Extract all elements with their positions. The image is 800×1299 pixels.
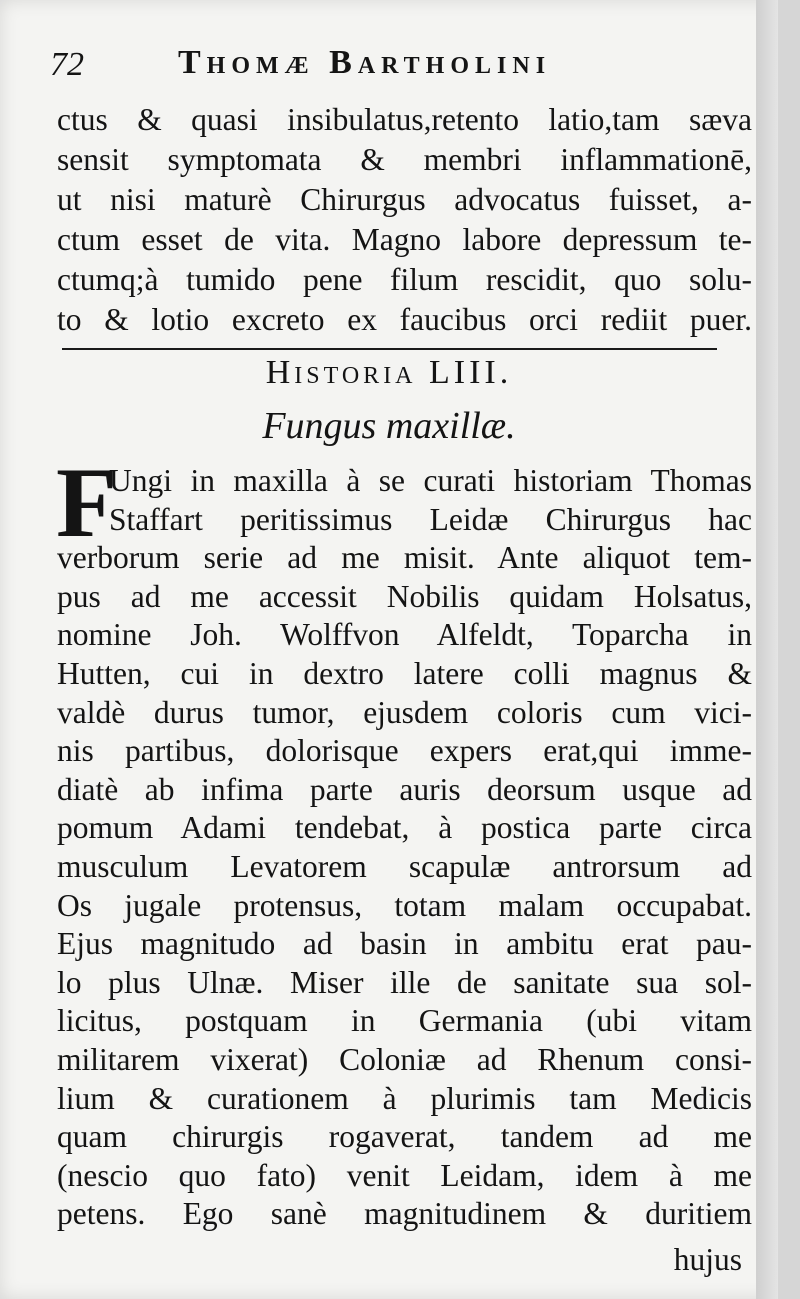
running-title: Thomæ Bartholini (178, 44, 552, 81)
section-heading: Historia LIII. (265, 354, 513, 391)
text-line: Os jugale protensus, totam malam occupabat. (57, 887, 752, 923)
text-line: ctus & quasi insibulatus,retento latio,tam sæva (57, 102, 752, 137)
text-line: licitus, postquam in Germania (ubi vitam (57, 1003, 752, 1039)
text-line: (nescio quo fato) venit Leidam, idem à me (57, 1157, 752, 1193)
text-line: lo plus Ulnæ. Miser ille de sanitate sua sol- (57, 964, 752, 1000)
text-line: diatè ab infima parte auris deorsum usque ad (57, 771, 752, 807)
text-line: lium & curationem à plurimis tam Medicis (57, 1080, 752, 1116)
text-line: ut nisi maturè Chirurgus advocatus fuisset, a- (57, 182, 752, 217)
text-line: Staffart peritissimus Leidæ Chirurgus hac (109, 501, 752, 537)
text-line: pomum Adami tendebat, à postica parte circa (57, 810, 752, 846)
text-line: petens. Ego sanè magnitudinem & duritiem (57, 1196, 752, 1232)
text-line: ctum esset de vita. Magno labore depressum te- (57, 222, 752, 257)
text-line: militarem vixerat) Coloniæ ad Rhenum consi- (57, 1042, 752, 1077)
text-line: to & lotio excreto ex faucibus orci rediit puer. (57, 302, 752, 337)
running-head (50, 42, 750, 92)
text-line: nomine Joh. Wolffvon Alfeldt, Toparcha in (57, 617, 752, 653)
text-line: Ejus magnitudo ad basin in ambitu erat pau- (57, 926, 752, 962)
page-edge (756, 0, 778, 1299)
text-line: valdè durus tumor, ejusdem coloris cum vici- (57, 694, 752, 730)
page-number: 72 (50, 46, 84, 83)
text-line: nis partibus, dolorisque expers erat,qui imme- (57, 733, 752, 769)
text-line: pus ad me accessit Nobilis quidam Holsatus, (57, 578, 752, 614)
text-line: Hutten, cui in dextro latere colli magnus & (57, 656, 752, 691)
text-line: sensit symptomata & membri inflammationē, (57, 142, 752, 177)
catchword: hujus (673, 1242, 742, 1277)
section-rule (62, 348, 717, 350)
section-subheading: Fungus maxillæ. (262, 405, 516, 447)
text-line: musculum Levatorem scapulæ antrorsum ad (57, 849, 752, 884)
text-line: Ungi in maxilla à se curati historiam Thomas (109, 463, 752, 498)
text-line: ctumq;à tumido pene filum rescidit, quo solu- (57, 262, 752, 297)
text-line: verborum serie ad me misit. Ante aliquot tem- (57, 540, 752, 576)
text-line: quam chirurgis rogaverat, tandem ad me (57, 1119, 752, 1155)
drop-cap: F (56, 447, 118, 558)
